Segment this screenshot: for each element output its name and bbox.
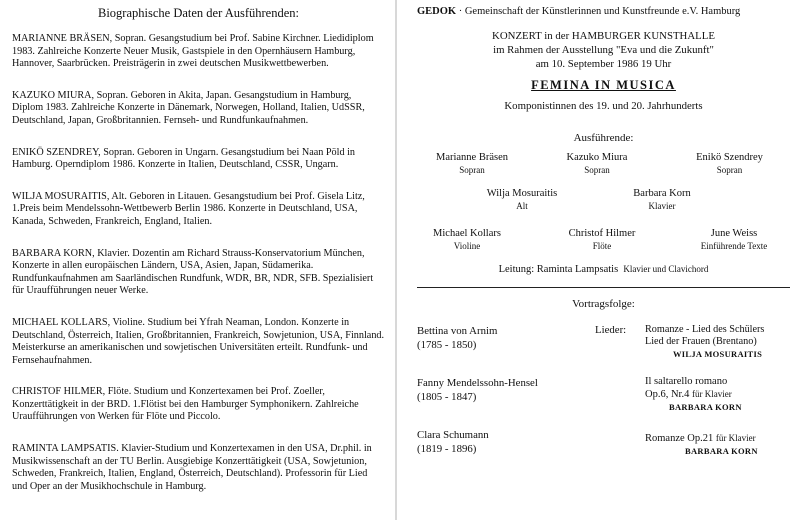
work-title: Romanze - Lied des Schülers — [645, 324, 765, 335]
composer — [417, 376, 538, 404]
work-title: Il saltarello romano — [645, 376, 728, 387]
composer-name: Clara Schumann — [417, 429, 489, 441]
concert-subtitle: Komponistinnen des 19. und 20. Jahrhunderts — [504, 100, 703, 112]
bio-entry — [12, 90, 385, 128]
bio-text: , Alt. Geboren in Litauen. Gesangstudium bei Prof. Gisela Litz, 1.Preis beim Mendelssohn-Wettbewerb Berlin 1986. Konzerte in Deutschland, USA, Kanada, Schweden, Frankreich, England, Italien. — [12, 190, 365, 227]
performer-name: Marianne Bräsen — [435, 152, 508, 163]
composer-years: (1785 - 1850) — [417, 339, 477, 351]
performer-entry — [542, 152, 652, 176]
performer-entry — [607, 188, 717, 212]
organization-abbr: GEDOK — [417, 6, 457, 17]
work-label: Lieder: — [595, 324, 627, 336]
concert-exhibition: im Rahmen der Ausstellung "Eva und die Zukunft" — [493, 44, 714, 56]
bio-text: , Klavier. Dozentin am Richard Strauss-Konservatorium München, Konzerte in allen europäischen Ländern, USA, Asien, Japan, Südamerika. Rundfunkaufnahmen am Saarländischen Rundfunk, WDR, BR, NDR, SFB. Spezialisiert für Uraufführungen neuer Werke. — [12, 247, 374, 297]
performer-name: Michael Kollars — [433, 228, 501, 239]
bio-entry — [12, 317, 385, 367]
leitung-label: Leitung: Raminta Lampsatis — [498, 264, 619, 275]
bio-text: , Sopran. Gesangstudium bei Prof. Sabine Kirchner. Liedidiplom 1983. Zahlreiche Konzerte Neuer Musik, Gastspiele in den Opernhäusern Hamburg, Hannover, Saarbrücken. Preisträgerin in zwei deutschen Musikwettbewerben. — [12, 33, 374, 70]
performers-row — [417, 228, 790, 258]
bio-entry — [12, 248, 385, 298]
work-title: Lied der Frauen (Brentano) — [645, 336, 757, 347]
work-instrument: für Klavier — [691, 389, 732, 399]
bio-text: , Flöte. Studium und Konzertexamen bei Prof. Zoeller, Konzerttätigkeit in der BRD. 1.Flötist bei den Hamburger Symphonikern. Zahlreiche Uraufführungen von Werken für Flöte und Piccolo. — [12, 386, 359, 423]
performer-name: Barbara Korn — [633, 188, 691, 199]
work-details — [645, 376, 742, 413]
bio-name: MARIANNE BRÄSEN — [12, 33, 110, 44]
bio-entry — [12, 147, 385, 172]
composer-years: (1819 - 1896) — [417, 443, 477, 455]
work-title: Romanze Op.21 — [645, 433, 714, 444]
work-details — [645, 324, 764, 360]
performer-role: Violine — [453, 241, 481, 251]
concert-title: FEMINA IN MUSICA — [531, 78, 676, 92]
bio-name: CHRISTOF HILMER — [12, 386, 103, 398]
performer-role: Einführende Texte — [700, 241, 768, 251]
program-entry — [417, 376, 790, 428]
work-performer: BARBARA KORN — [685, 446, 758, 456]
organization-line — [417, 6, 790, 17]
performer-role: Sopran — [459, 165, 485, 175]
bio-name: BARBARA KORN — [12, 247, 93, 259]
work-performer: WILJA MOSURAITIS — [673, 349, 763, 359]
concert-info — [417, 29, 790, 71]
leitung-role: Klavier und Clavichord — [623, 264, 709, 274]
bio-text: , Sopran. Geboren in Akita, Japan. Gesangstudium in Hamburg, Diplom 1983. Zahlreiche Konzerte in Dänemark, Norwegen, Holland, Italien, UdSSR, Deutschland, Japan, Großbritannien. Fernseh- und Rundfunkaufnahmen. — [12, 89, 365, 126]
performer-name: Enikö Szendrey — [696, 152, 763, 163]
composer — [417, 324, 497, 352]
program-entry — [417, 428, 790, 480]
bio-entry — [12, 443, 385, 493]
performers-row — [417, 188, 790, 218]
bio-text: , Sopran. Geboren in Ungarn. Gesangstudium bei Naan Pöld in Hamburg. Operndiplom 1986. Konzerte in Italien, Deutschland, CSSR, Ungarn. — [12, 146, 356, 171]
composer-years: (1805 - 1847) — [417, 391, 477, 403]
bio-entry — [12, 386, 385, 424]
composer — [417, 428, 489, 456]
bio-name: ENIKÖ SZENDREY — [12, 146, 99, 158]
performer-role: Klavier — [648, 201, 676, 211]
work-opus: Op.6, Nr.4 — [645, 389, 690, 400]
performer-role: Alt — [516, 201, 528, 211]
performer-entry — [417, 228, 517, 252]
performer-role: Sopran — [584, 165, 610, 175]
performer-entry — [547, 228, 657, 252]
bio-entry — [12, 191, 385, 229]
biography-heading: Biographische Daten der Ausführenden: — [98, 6, 299, 20]
performer-entry — [462, 188, 582, 212]
work-details — [645, 432, 758, 457]
work-performer: BARBARA KORN — [669, 402, 742, 412]
performer-name: June Weiss — [710, 228, 758, 239]
section-divider — [417, 287, 790, 288]
performer-role: Flöte — [592, 241, 612, 251]
program-heading: Vortragsfolge: — [572, 298, 635, 310]
bio-entry — [12, 33, 385, 71]
composer-name: Bettina von Arnim — [417, 325, 498, 337]
bio-name: WILJA MOSURAITIS — [12, 190, 107, 202]
performers-heading: Ausführende: — [573, 132, 634, 144]
bio-text: . Klavier-Studium und Konzertexamen in den USA, Dr.phil. in Musikwissenschaft an der TU Berlin. Ausgiebige Konzerttätigkeit (USA, Sowjetunion, Schweden, Frankreich, Italien, England, Österreich, Deutschland). Professorin für Lied und Oper an der Musikhochschule in Hamburg. — [12, 443, 372, 492]
concert-date: am 10. September 1986 19 Uhr — [535, 58, 672, 70]
leitung-line — [417, 264, 790, 275]
performer-name: Christof Hilmer — [568, 228, 636, 239]
bio-name: KAZUKO MIURA — [12, 89, 92, 101]
bio-name: MICHAEL KOLLARS — [12, 316, 108, 328]
bio-text: , Violine. Studium bei Yfrah Neaman, London. Konzerte in Deutschland, Österreich, Italien, Großbritannien, Frankreich, Sowjetunion, USA, Finnland. Meisterkurse an amerikanischen und sowjetischen Universitäten erteilt. Rundfunk- und Fernsehaufnahmen. — [12, 316, 385, 366]
composer-name: Fanny Mendelssohn-Hensel — [417, 377, 538, 389]
biography-page — [0, 0, 395, 520]
performer-entry — [672, 152, 787, 176]
performer-entry — [679, 228, 789, 252]
performer-role: Sopran — [716, 165, 743, 175]
work-instrument: für Klavier — [715, 433, 756, 443]
performers-row — [417, 152, 790, 182]
program-page — [397, 0, 800, 520]
performer-entry — [417, 152, 527, 176]
program-entry — [417, 324, 790, 376]
performer-name: Kazuko Miura — [566, 152, 628, 163]
organization-name: Gemeinschaft der Künstlerinnen und Kunstfreunde e.V. Hamburg — [464, 6, 741, 17]
performer-name: Wilja Mosuraitis — [486, 188, 558, 199]
bio-name: RAMINTA LAMPSATIS — [12, 443, 117, 455]
organization-separator: · — [456, 6, 465, 17]
concert-venue: KONZERT in der HAMBURGER KUNSTHALLE — [492, 30, 715, 42]
